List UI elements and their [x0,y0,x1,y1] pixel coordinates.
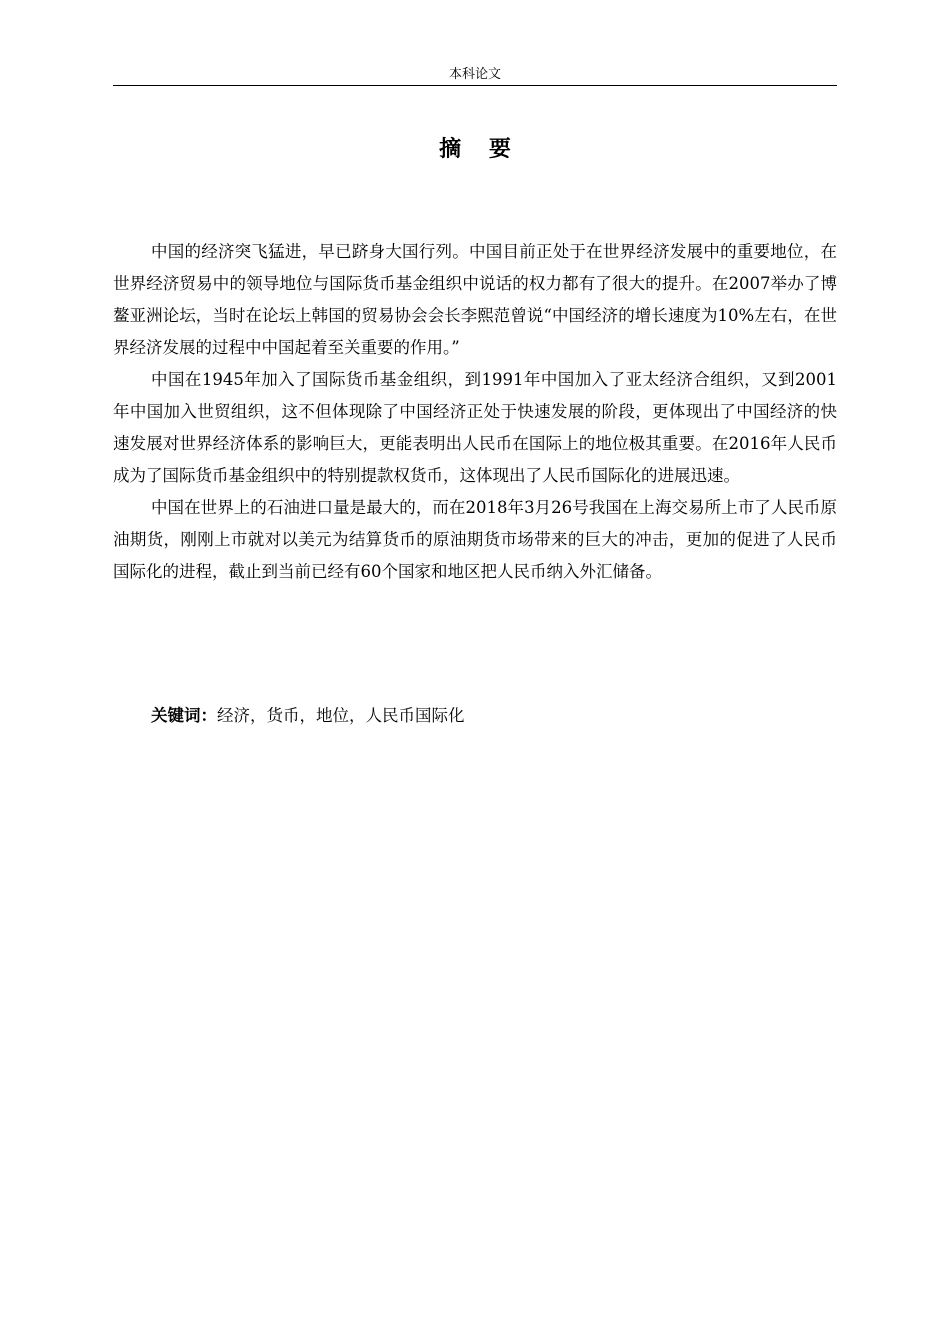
keywords-label: 关键词： [151,706,217,725]
running-header: 本科论文 [448,67,501,82]
abstract-paragraph-2: 中国在1945年加入了国际货币基金组织，到1991年中国加入了亚太经济合组织，又到2001年中国加入世贸组织，这不但体现除了中国经济正处于快速发展的阶段，更体现出了中国经济的快速发展对世界经济体系的影响巨大，更能表明出人民币在国际上的地位极其重要。在2016年人民币成为了国际货币基金组织中的特别提款权货币，这体现出了人民币国际化的进展迅速。 [113,370,837,485]
header-rule [113,85,837,86]
abstract-paragraph-3: 中国在世界上的石油进口量是最大的，而在2018年3月26号我国在上海交易所上市了人民币原油期货，刚刚上市就对以美元为结算货币的原油期货市场带来的巨大的冲击，更加的促进了人民币国际化的进程，截止到当前已经有60个国家和地区把人民币纳入外汇储备。 [113,498,837,581]
abstract-paragraph-1: 中国的经济突飞猛进，早已跻身大国行列。中国目前正处于在世界经济发展中的重要地位，在世界经济贸易中的领导地位与国际货币基金组织中说话的权力都有了很大的提升。在2007举办了博鳌亚洲论坛，当时在论坛上韩国的贸易协会会长李熙范曾说“中国经济的增长速度为10%左右，在世界经济发展的过程中中国起着至关重要的作用。” [113,242,837,357]
abstract-title: 摘 要 [439,137,521,162]
abstract-body [113,236,837,588]
keywords-value: 经济，货币，地位，人民币国际化 [217,706,465,725]
keywords-line [151,700,837,732]
